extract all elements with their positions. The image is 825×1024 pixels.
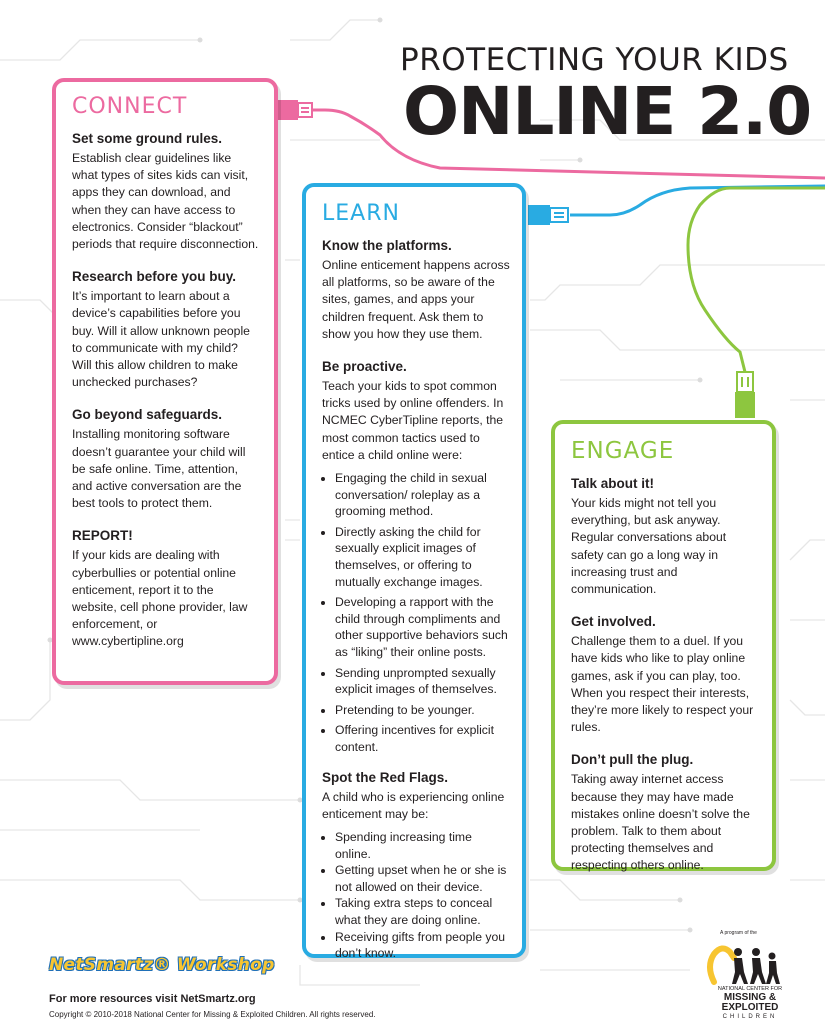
connect-section-body: Installing monitoring software doesn’t guarantee your child will be safe online. Time, attention, and active conversation are the best tools to protect them. [72, 427, 246, 511]
usb-plug-green-icon [735, 372, 755, 418]
learn-card [302, 183, 526, 961]
connect-section-title: Set some ground rules. [72, 131, 223, 146]
engage-card [551, 420, 776, 871]
connect-section-title: Go beyond safeguards. [72, 407, 223, 423]
engage-section-title: Get involved. [571, 614, 656, 630]
engage-section-body: Your kids might not tell you everything, but ask anyway. Regular conversations about safety can go a long way in increasing trust and communication. [571, 496, 727, 597]
engage-cable [688, 188, 825, 372]
netsmartz-workshop-logo: NetSmartz® Workshop [49, 955, 275, 975]
connect-section-title: REPORT! [72, 528, 133, 544]
engage-heading: ENGAGE [571, 438, 675, 464]
ncmec-name-line-2: MISSING & EXPLOITED [721, 992, 779, 1013]
list-item: • Receiving gifts from people you don’t know. [335, 929, 510, 962]
list-item: • Sending unprompted sexually explicit images of themselves. [335, 665, 510, 698]
usb-plug-blue-icon [528, 205, 568, 225]
connect-card [52, 78, 278, 685]
ncmec-logo [700, 930, 800, 1022]
connect-section-body: It’s important to learn about a device’s capabilities before you buy. Will it allow unknown people to communicate with my child? Will this allow children to make unchecked purchases? [72, 289, 250, 390]
list-item: • Taking extra steps to conceal what they are doing online. [335, 895, 510, 928]
usb-plug-pink-icon [278, 100, 312, 120]
learn-section-title: Know the platforms. [322, 238, 452, 253]
engage-section-title: Talk about it! [571, 476, 654, 491]
list-item: • Pretending to be younger. [335, 702, 510, 719]
ncmec-program-text: A program of the [720, 930, 757, 936]
resources-link-text: For more resources visit NetSmartz.org [49, 993, 256, 1005]
learn-heading: LEARN [322, 201, 400, 226]
learn-section-body: Teach your kids to spot common tricks used by online offenders. In NCMEC CyberTipline reports, the most common tactics used to entice a child online were: [322, 379, 504, 462]
learn-section-title: Spot the Red Flags. [322, 769, 449, 785]
connect-heading: CONNECT [72, 94, 188, 119]
list-item: • Getting upset when he or she is not allowed on their device. [335, 862, 510, 895]
tactics-list [322, 470, 510, 756]
engage-section-title: Don’t pull the plug. [571, 752, 694, 768]
connect-section-title: Research before you buy. [72, 269, 237, 285]
connect-section-body: If your kids are dealing with cyberbullies or potential online enticement, report it to the website, cell phone provider, law enforcement, or www.cybertipline.org [72, 548, 248, 649]
list-item: • Offering incentives for explicit content. [335, 722, 510, 755]
ncmec-children-icon [700, 936, 800, 992]
list-item: • Directly asking the child for sexually explicit images of themselves, or offering to mutually exchange images. [335, 524, 510, 590]
engage-section-body: Challenge them to a duel. If you have kids who like to play online games, ask if you can play, too. When you respect their interests, they’re more likely to respect your rules. [571, 634, 754, 735]
learn-section-body: A child who is experiencing online enticement may be: [322, 789, 505, 821]
ncmec-name-line-1: NATIONAL CENTER FOR [717, 986, 783, 992]
engage-section-body: Taking away internet access because they may have made mistakes online doesn’t solve the problem. Talk to them about protecting themselves and respecting others online. [571, 772, 750, 873]
list-item: • Developing a rapport with the child through compliments and other supportive behaviors such as “liking” their online posts. [335, 594, 510, 660]
red-flags-list [322, 829, 510, 962]
title-line-2: ONLINE 2.0 [403, 73, 812, 150]
learn-section-body: Online enticement happens across all platforms, so be aware of the sites, games, and apps your children frequent. Ask them to show you how they use them. [322, 258, 510, 341]
list-item: • Engaging the child in sexual conversation/ roleplay as a grooming method. [335, 470, 510, 520]
learn-section-title: Be proactive. [322, 359, 407, 375]
connect-section-body: Establish clear guidelines like what types of sites kids can visit, apps they can download, and when they can have access to electronics. Consider “blackout” periods that require disconnection. [72, 151, 259, 252]
title-line-1: PROTECTING YOUR KIDS [400, 42, 789, 78]
ncmec-name-line-3: CHILDREN [722, 1014, 778, 1020]
list-item: • Spending increasing time online. [335, 829, 510, 862]
copyright-text: Copyright © 2010-2018 National Center for Missing & Exploited Children. All rights reserved. [49, 1010, 376, 1019]
